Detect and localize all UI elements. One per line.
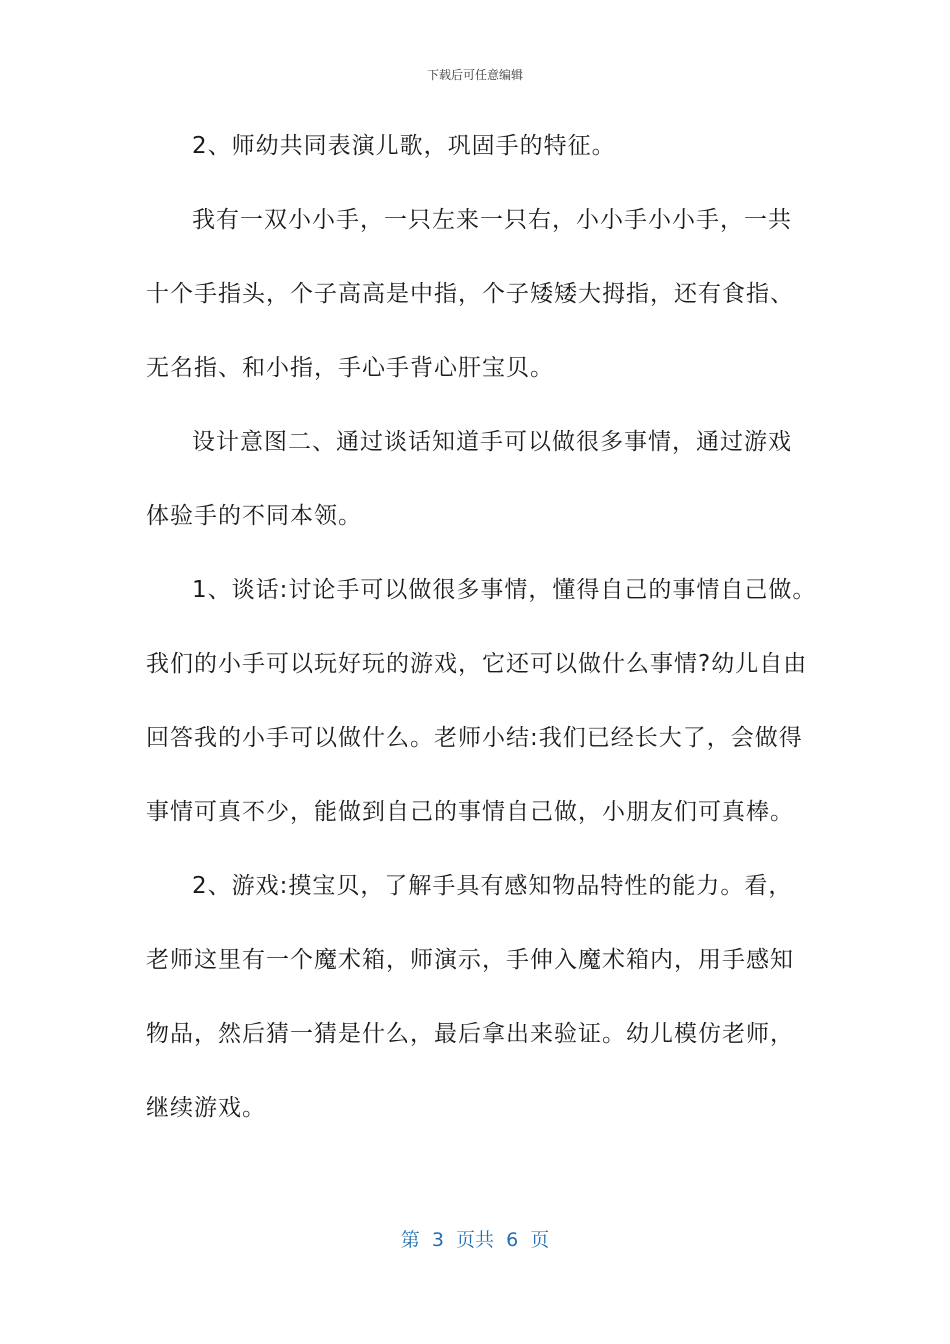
paragraph-line: 无名指、和小指，手心手背心肝宝贝。 [146,355,554,381]
paragraph-line: 物品，然后猜一猜是什么，最后拿出来验证。幼儿模仿老师， [146,1021,794,1047]
paragraph-line: 我们的小手可以玩好玩的游戏，它还可以做什么事情?幼儿自由 [146,651,808,677]
paragraph-line: 2、师幼共同表演儿歌，巩固手的特征。 [192,133,616,159]
paragraph-line: 事情可真不少，能做到自己的事情自己做，小朋友们可真棒。 [146,799,794,825]
paragraph-line: 设计意图二、通过谈话知道手可以做很多事情，通过游戏 [192,429,792,455]
download-note: 下载后可任意编辑 [426,68,523,82]
paragraph-line: 1、谈话:讨论手可以做很多事情，懂得自己的事情自己做。 [192,577,817,603]
paragraph-line: 体验手的不同本领。 [146,503,362,529]
paragraph-line: 2、游戏:摸宝贝，了解手具有感知物品特性的能力。看， [192,873,793,899]
page-indicator: 第 3 页共 6 页 [400,1229,550,1251]
paragraph-line: 继续游戏。 [146,1095,266,1121]
paragraph-line: 老师这里有一个魔术箱，师演示，手伸入魔术箱内，用手感知 [146,947,794,973]
paragraph-line: 十个手指头，个子高高是中指，个子矮矮大拇指，还有食指、 [146,281,794,307]
paragraph-line: 我有一双小小手，一只左来一只右，小小手小小手，一共 [192,207,792,233]
document-body [146,120,826,1156]
paragraph-line: 回答我的小手可以做什么。老师小结:我们已经长大了，会做得 [146,725,803,751]
